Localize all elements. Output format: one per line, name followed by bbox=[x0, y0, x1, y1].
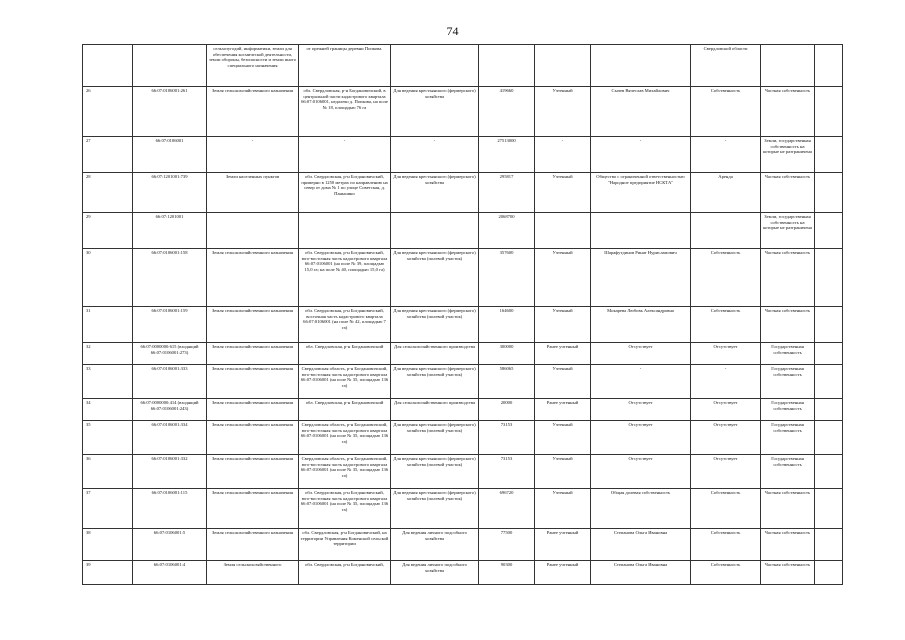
table-cell: Земля сельскохозяйственного назначения bbox=[207, 307, 299, 343]
table-cell: Для ведения крестьянского (фермерского) хозяйства (полевой участок) bbox=[391, 489, 479, 529]
table-cell bbox=[761, 45, 815, 87]
table-cell: 66:07:0106001:159 bbox=[133, 307, 207, 343]
table-cell: Ранее учтенный bbox=[535, 399, 591, 421]
table-row bbox=[83, 529, 843, 561]
table-cell: Государственная собственность bbox=[761, 399, 815, 421]
table-cell: Частная собственность bbox=[761, 489, 815, 529]
land-register-table bbox=[82, 44, 842, 585]
table-cell bbox=[815, 421, 843, 455]
table-cell bbox=[815, 137, 843, 173]
table-cell: 33 bbox=[83, 365, 133, 399]
table-cell bbox=[815, 213, 843, 249]
table-cell bbox=[815, 399, 843, 421]
table-cell bbox=[815, 455, 843, 489]
table-cell: 164600 bbox=[479, 307, 535, 343]
table-cell bbox=[535, 45, 591, 87]
table-cell bbox=[815, 249, 843, 307]
table-cell: Земля сельскохозяйственного назначения bbox=[207, 455, 299, 489]
table-cell: Для ведения личного подсобного хозяйства bbox=[391, 529, 479, 561]
table-cell: 77500 bbox=[479, 529, 535, 561]
table-cell bbox=[815, 307, 843, 343]
table-cell bbox=[479, 45, 535, 87]
table-cell bbox=[591, 213, 691, 249]
table-cell bbox=[815, 561, 843, 585]
table-cell: 419660 bbox=[479, 87, 535, 137]
table-cell: 27 bbox=[83, 137, 133, 173]
table-cell: Учтенный bbox=[535, 249, 591, 307]
table-cell: Свердловской области bbox=[691, 45, 761, 87]
table-cell: обл. Свердловская, р-н Богдановичский, на территории Управления Коменской сельской территории bbox=[299, 529, 391, 561]
table-cell: Государственная собственность bbox=[761, 455, 815, 489]
table-cell: Собственность bbox=[691, 489, 761, 529]
table-cell: 28 bbox=[83, 173, 133, 213]
table-cell: Частная собственность bbox=[761, 173, 815, 213]
table-cell: Собственность bbox=[691, 529, 761, 561]
table-cell: 29 bbox=[83, 213, 133, 249]
table-cell bbox=[815, 45, 843, 87]
table-cell: Для ведения крестьянского (фермерского) хозяйства (полевой участок) bbox=[391, 455, 479, 489]
table-cell: Частная собственность bbox=[761, 561, 815, 585]
table-cell: обл. Свердловская, р-н Богдановичский, восточная часть кадастрового квартала 66:07:0106001 (на поле № 42, площадью 7 га) bbox=[299, 307, 391, 343]
table-cell: Земли, государственная собственность на которые не разграничена bbox=[761, 137, 815, 173]
table-cell: Для ведения крестьянского (фермерского) хозяйства (полевой участок) bbox=[391, 249, 479, 307]
table-cell: Государственная собственность bbox=[761, 343, 815, 365]
table-cell: Собственность bbox=[691, 307, 761, 343]
table-cell: Учтенный bbox=[535, 455, 591, 489]
table-cell: Отсутствует bbox=[691, 399, 761, 421]
table-cell: - bbox=[691, 137, 761, 173]
table-cell: сельхозугодий, информатики, земли для обеспечения космической деятельности, земли обороны, безопасности и земли иного специального назначения bbox=[207, 45, 299, 87]
table-cell: от прежней границы деревни Попкова. bbox=[299, 45, 391, 87]
table-cell: 66:07:0106001:115 bbox=[133, 489, 207, 529]
table-cell: 696720 bbox=[479, 489, 535, 529]
table-cell: - bbox=[391, 137, 479, 173]
table-cell: Ранее учтенный bbox=[535, 561, 591, 585]
table-cell: Аренда bbox=[691, 173, 761, 213]
table-cell bbox=[815, 365, 843, 399]
table-cell: 20000 bbox=[479, 399, 535, 421]
table-cell: 66:07:0106001:334 bbox=[133, 421, 207, 455]
table-cell: 66:07:0000000:615 (входящий 66:07:0106001:273) bbox=[133, 343, 207, 365]
table-cell: Учтенный bbox=[535, 365, 591, 399]
table-cell: Земли населенных пунктов bbox=[207, 173, 299, 213]
table-cell: 31 bbox=[83, 307, 133, 343]
table-row bbox=[83, 399, 843, 421]
table-cell bbox=[815, 529, 843, 561]
table-cell: Земли, государственная собственность на которые не разграничена bbox=[761, 213, 815, 249]
table-row bbox=[83, 421, 843, 455]
table-cell: обл. Свердловская, р-н Богдановичский, юго-восточная часть кадастрового квартала 66:07:0106001 (на поле № 35, площадью 136 га) bbox=[299, 489, 391, 529]
table-cell: - bbox=[207, 137, 299, 173]
table-cell: Для ведения крестьянского (фермерского) хозяйства bbox=[391, 173, 479, 213]
table-cell: Земля сельскохозяйственного назначения bbox=[207, 87, 299, 137]
table-row bbox=[83, 307, 843, 343]
table-cell: Отсутствует bbox=[591, 455, 691, 489]
table-cell: Свердловская область, р-н Богдановичский, юго-восточная часть кадастрового квартала 66:07:0106001 (на поле № 35, площадью 136 га) bbox=[299, 421, 391, 455]
table-cell: Собственность bbox=[691, 561, 761, 585]
table-cell: Учтенный bbox=[535, 173, 591, 213]
table-row bbox=[83, 455, 843, 489]
table-cell: 357600 bbox=[479, 249, 535, 307]
table-cell: Учтенный bbox=[535, 421, 591, 455]
table-cell: Государственная собственность bbox=[761, 421, 815, 455]
table-cell: 66:07:0106001:333 bbox=[133, 365, 207, 399]
table-cell: 34 bbox=[83, 399, 133, 421]
table-cell: 37 bbox=[83, 489, 133, 529]
table-cell: 39 bbox=[83, 561, 133, 585]
table-cell: Свердловская область, р-н Богдановичский, юго-восточная часть кадастрового квартала 66:07:0106001 (на поле № 35, площадью 136 га) bbox=[299, 455, 391, 489]
table-cell: Для ведения крестьянского (фермерского) хозяйства bbox=[391, 87, 479, 137]
table-cell: Частная собственность bbox=[761, 307, 815, 343]
table-cell: Земля сельскохозяйственного bbox=[207, 561, 299, 585]
table-cell: Учтенный bbox=[535, 489, 591, 529]
table-cell: Ранее учтенный bbox=[535, 343, 591, 365]
table-cell: Отсутствует bbox=[591, 399, 691, 421]
table-cell: 32 bbox=[83, 343, 133, 365]
table-cell: 66:07:0106001:261 bbox=[133, 87, 207, 137]
table-cell: 90300 bbox=[479, 561, 535, 585]
table-cell bbox=[815, 87, 843, 137]
table-cell: Отсутствует bbox=[691, 421, 761, 455]
table-cell: Земля сельскохозяйственного назначения bbox=[207, 399, 299, 421]
table-cell bbox=[299, 213, 391, 249]
table-cell: - bbox=[535, 137, 591, 173]
table-cell: Собственность bbox=[691, 249, 761, 307]
table-cell: Учтенный bbox=[535, 307, 591, 343]
table-cell: Отсутствует bbox=[691, 343, 761, 365]
table-cell: Для сельскохозяйственного производства bbox=[391, 399, 479, 421]
table-cell: Для ведения крестьянского (фермерского) хозяйства (полевой участок) bbox=[391, 421, 479, 455]
table-cell: Учтенный bbox=[535, 87, 591, 137]
table-cell: обл. Свердловская, р-н Богдановичский bbox=[299, 399, 391, 421]
table-cell: обл. Свердловская, р-н Богдановичский bbox=[299, 343, 391, 365]
table-cell: Земля сельскохозяйственного назначения bbox=[207, 489, 299, 529]
table-cell: 73153 bbox=[479, 421, 535, 455]
table-cell: 30 bbox=[83, 249, 133, 307]
table-cell: обл. Свердловская, р-н Богдановичский, в центральной части кадастрового квартала 66:07:0106001, недалеко д. Попкова, на поле № 18, площадью 76 га bbox=[299, 87, 391, 137]
table-cell: Отсутствует bbox=[591, 343, 691, 365]
table-cell: 38 bbox=[83, 529, 133, 561]
table-cell: 35 bbox=[83, 421, 133, 455]
table-cell: 36 bbox=[83, 455, 133, 489]
table-cell: 295817 bbox=[479, 173, 535, 213]
table-cell: Степанова Ольга Ивановна bbox=[591, 561, 691, 585]
table-cell: 66:07:0106001:4 bbox=[133, 561, 207, 585]
table-cell: Частная собственность bbox=[761, 249, 815, 307]
table-cell: Для ведения крестьянского (фермерского) хозяйства (полевой участок) bbox=[391, 365, 479, 399]
table-row bbox=[83, 213, 843, 249]
table-cell: Частная собственность bbox=[761, 87, 815, 137]
table-cell: 66:07:0106001:332 bbox=[133, 455, 207, 489]
table-cell: 66:07:0106001 bbox=[133, 137, 207, 173]
table-cell: обл. Свердловская, р-н Богдановичский, юго-восточная часть кадастрового квартала 66:07:0106001 (на поле № 39, площадью 15,0 га; на поле № 40, площадью 15,0 га) bbox=[299, 249, 391, 307]
table-cell: 26 bbox=[83, 87, 133, 137]
register-body bbox=[83, 45, 843, 585]
table-cell: Для ведения личного подсобного хозяйства bbox=[391, 561, 479, 585]
table-row bbox=[83, 45, 843, 87]
table-row bbox=[83, 343, 843, 365]
table-cell: 300000 bbox=[479, 343, 535, 365]
table-cell: Общая долевая собственность bbox=[591, 489, 691, 529]
table-cell: - bbox=[691, 365, 761, 399]
table-cell: Земля сельскохозяйственного назначения bbox=[207, 529, 299, 561]
table-cell: 66:07:0000000:414 (входящий 66:07:0106001:243) bbox=[133, 399, 207, 421]
table-cell: Шарафутдинов Ринат Нурисламович bbox=[591, 249, 691, 307]
table-cell: обл. Свердловская, р-н Богдановичский, примерно в 1250 метрах по направлению на север от дома № 1 по улице Советская, д. Паньшино bbox=[299, 173, 391, 213]
table-cell: Земля сельскохозяйственного назначения bbox=[207, 365, 299, 399]
table-cell bbox=[815, 173, 843, 213]
table-cell: - bbox=[591, 137, 691, 173]
table-cell: 2068700 bbox=[479, 213, 535, 249]
table-cell: Частная собственность bbox=[761, 529, 815, 561]
table-cell: Отсутствует bbox=[591, 421, 691, 455]
table-cell bbox=[535, 213, 591, 249]
table-cell bbox=[391, 45, 479, 87]
table-cell bbox=[391, 213, 479, 249]
table-cell: Степанова Ольга Ивановна bbox=[591, 529, 691, 561]
table-row bbox=[83, 249, 843, 307]
table-cell: Сычев Вячеслав Михайлович bbox=[591, 87, 691, 137]
table-cell: 66:07:0106001:5 bbox=[133, 529, 207, 561]
table-cell: Отсутствует bbox=[691, 455, 761, 489]
table-cell bbox=[83, 45, 133, 87]
table-cell: 73153 bbox=[479, 455, 535, 489]
table-row bbox=[83, 561, 843, 585]
table-cell: 586065 bbox=[479, 365, 535, 399]
table-cell: 66:07:1201001:739 bbox=[133, 173, 207, 213]
table-cell: 27513000 bbox=[479, 137, 535, 173]
table-cell: 66:07:1201001 bbox=[133, 213, 207, 249]
table-cell: - bbox=[591, 365, 691, 399]
table-cell: Ранее учтенный bbox=[535, 529, 591, 561]
table-row bbox=[83, 173, 843, 213]
table-cell: Свердловская область, р-н Богдановичский, юго-восточная часть кадастрового квартала 66:07:0106001 (на поле № 35, площадью 136 га) bbox=[299, 365, 391, 399]
table-cell: Для сельскохозяйственного производства bbox=[391, 343, 479, 365]
table-cell: обл. Свердловская, р-н Богдановичский, bbox=[299, 561, 391, 585]
table-cell: Земля сельскохозяйственного назначения bbox=[207, 343, 299, 365]
table-cell: Земля сельскохозяйственного назначения bbox=[207, 249, 299, 307]
table-cell: - bbox=[299, 137, 391, 173]
table-row bbox=[83, 87, 843, 137]
table-cell bbox=[207, 213, 299, 249]
table-cell: Собственность bbox=[691, 87, 761, 137]
table-cell bbox=[133, 45, 207, 87]
table-cell: Государственная собственность bbox=[761, 365, 815, 399]
table-cell: 66:07:0106001:158 bbox=[133, 249, 207, 307]
table-cell bbox=[691, 213, 761, 249]
table-cell: Для ведения крестьянского (фермерского) хозяйства (полевой участок) bbox=[391, 307, 479, 343]
table-cell: Мокарева Любовь Александровна bbox=[591, 307, 691, 343]
table-cell: Земля сельскохозяйственного назначения bbox=[207, 421, 299, 455]
table-cell bbox=[815, 343, 843, 365]
table-row bbox=[83, 489, 843, 529]
page-number: 74 bbox=[446, 24, 459, 38]
table-row bbox=[83, 137, 843, 173]
table-cell: Общество с ограниченной ответственностью "Народное предприятие НСКТА" bbox=[591, 173, 691, 213]
table-cell bbox=[815, 489, 843, 529]
table-cell bbox=[591, 45, 691, 87]
table-row bbox=[83, 365, 843, 399]
